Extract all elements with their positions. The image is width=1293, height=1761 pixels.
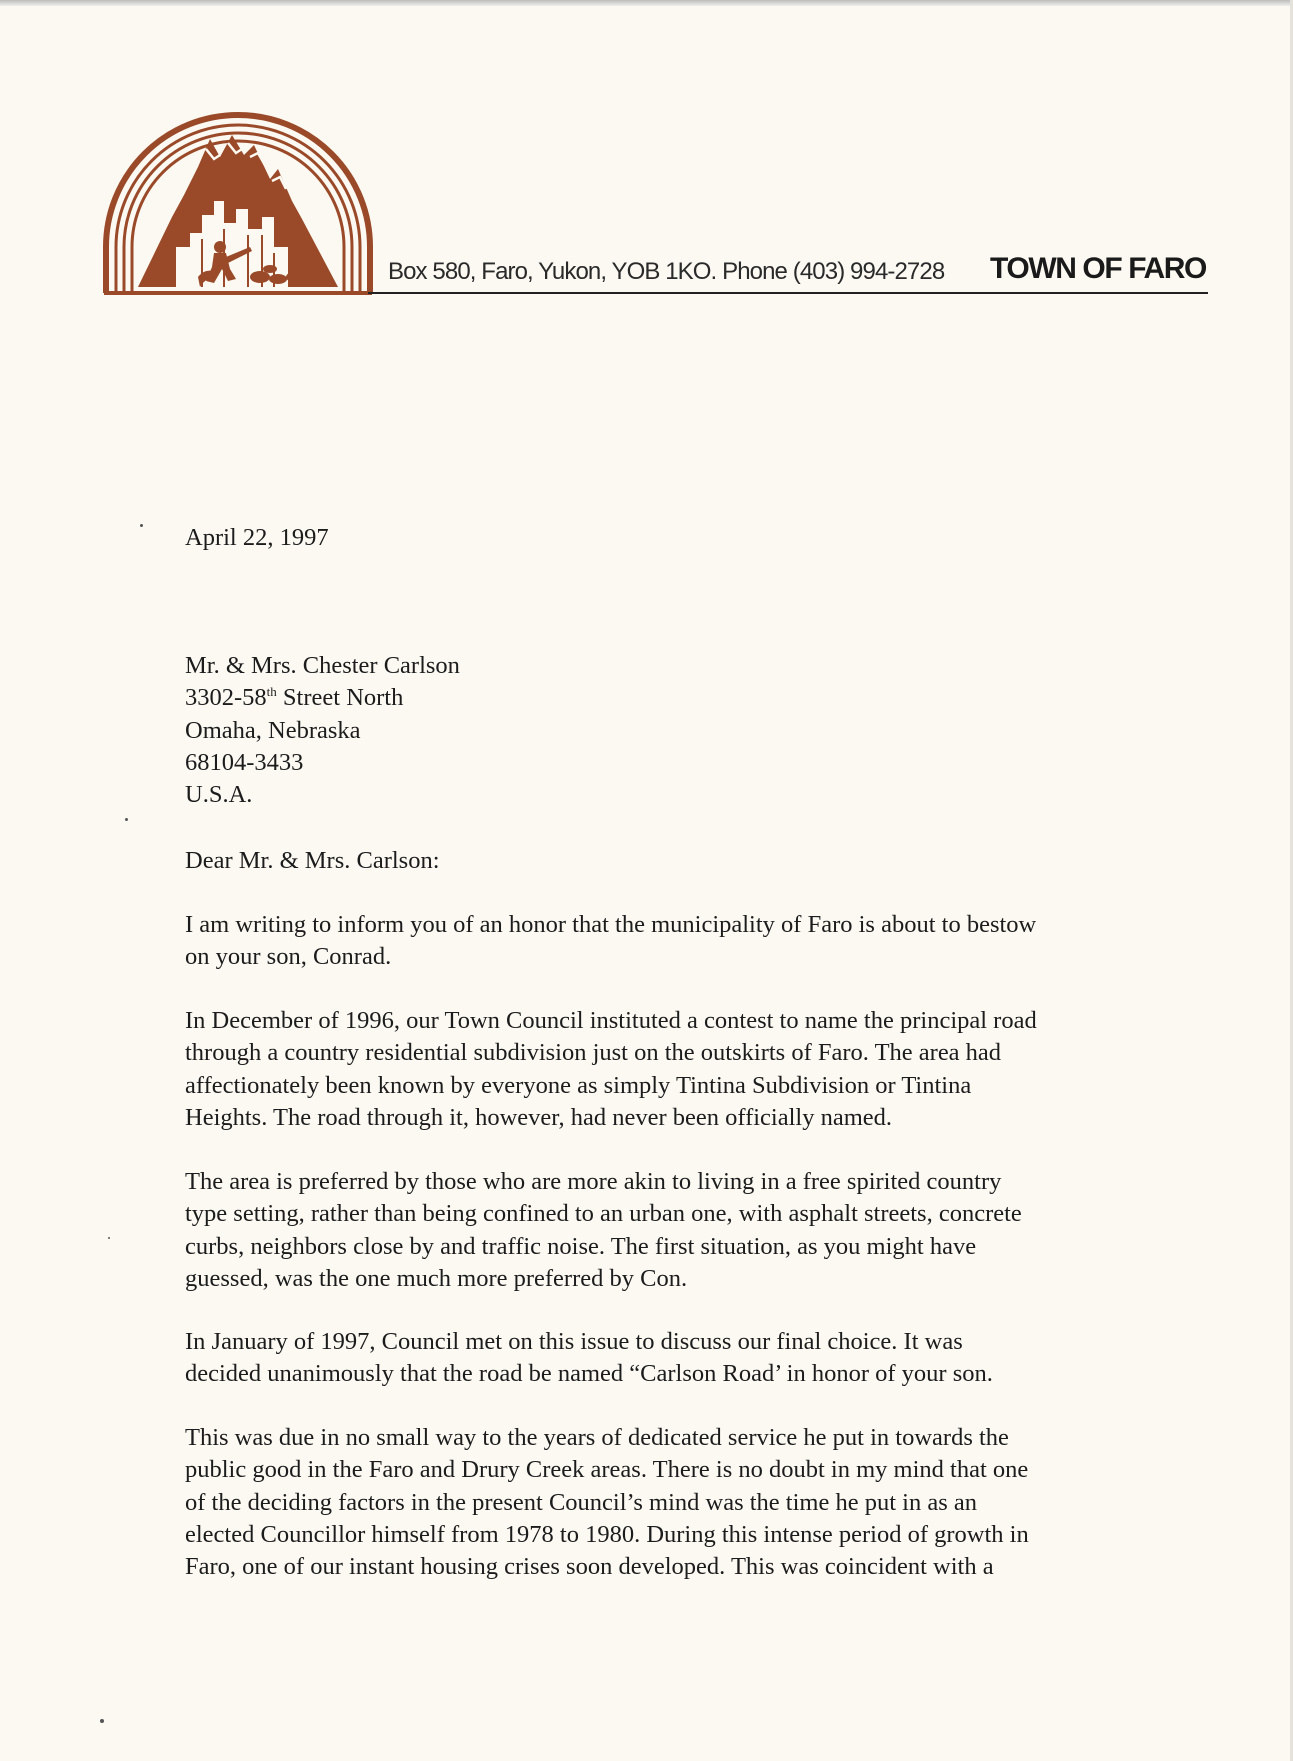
- paragraph-line: In January of 1997, Council met on this issue to discuss our final choice. It was: [185, 1328, 963, 1355]
- paragraph-line: Heights. The road through it, however, had never been officially named.: [185, 1103, 893, 1131]
- recipient-street: [185, 682, 460, 714]
- scan-speck: [125, 818, 128, 821]
- scan-speck: [140, 524, 143, 527]
- scan-top-edge: [0, 0, 1293, 6]
- letter-date: April 22, 1997: [185, 524, 329, 551]
- paragraph-line: elected Councillor himself from 1978 to 1980. During this intense period of growth in: [185, 1520, 1029, 1548]
- paragraph-line: The area is preferred by those who are more akin to living in a free spirited country: [185, 1168, 1002, 1195]
- paragraph-line: on your son, Conrad.: [185, 943, 392, 971]
- body-paragraph: [185, 909, 1125, 974]
- paragraph-line: public good in the Faro and Drury Creek areas. There is no doubt in my mind that one: [185, 1456, 1029, 1484]
- body-paragraph: [185, 1422, 1125, 1583]
- letterhead-rule: [368, 292, 1208, 294]
- paragraph-line: curbs, neighbors close by and traffic noise. The first situation, as you might have: [185, 1232, 977, 1260]
- paragraph-line: This was due in no small way to the years of dedicated service he put in towards the: [185, 1424, 1009, 1451]
- salutation: Dear Mr. & Mrs. Carlson:: [185, 847, 440, 874]
- paragraph-line: In December of 1996, our Town Council instituted a contest to name the principal road: [185, 1007, 1037, 1034]
- recipient-street-ordinal: th: [266, 684, 277, 700]
- paragraph-line: affectionately been known by everyone as simply Tintina Subdivision or Tintina: [185, 1071, 972, 1099]
- recipient-city: Omaha, Nebraska: [185, 716, 361, 744]
- recipient-name: Mr. & Mrs. Chester Carlson: [185, 652, 460, 679]
- paragraph-line: decided unanimously that the road be named “Carlson Road’ in honor of your son.: [185, 1360, 993, 1388]
- scan-speck: [108, 1237, 110, 1239]
- paragraph-line: I am writing to inform you of an honor that the municipality of Faro is about to bestow: [185, 911, 1037, 938]
- scan-speck: [100, 1719, 104, 1723]
- recipient-country: U.S.A.: [185, 781, 253, 809]
- letterhead-address: Box 580, Faro, Yukon, YOB 1KO. Phone (403) 994-2728: [388, 258, 945, 285]
- paragraph-line: guessed, was the one much more preferred by Con.: [185, 1264, 688, 1292]
- town-logo-mountains-icon: [102, 97, 374, 297]
- paragraph-line: of the deciding factors in the present Council’s mind was the time he put in as an: [185, 1488, 977, 1516]
- body-paragraph: [185, 1166, 1125, 1295]
- letterhead-organization: TOWN OF FARO: [990, 252, 1206, 285]
- body-paragraph: [185, 1326, 1125, 1391]
- recipient-street-number: 3302-58: [185, 684, 267, 712]
- body-paragraph: [185, 1005, 1125, 1134]
- recipient-postal: 68104-3433: [185, 748, 304, 776]
- paragraph-line: Faro, one of our instant housing crises soon developed. This was coincident with a: [185, 1553, 994, 1581]
- recipient-address: [185, 650, 460, 811]
- recipient-street-name: Street North: [276, 684, 404, 712]
- paragraph-line: type setting, rather than being confined to an urban one, with asphalt streets, concrete: [185, 1200, 1022, 1228]
- paragraph-line: through a country residential subdivision just on the outskirts of Faro. The area had: [185, 1039, 1002, 1067]
